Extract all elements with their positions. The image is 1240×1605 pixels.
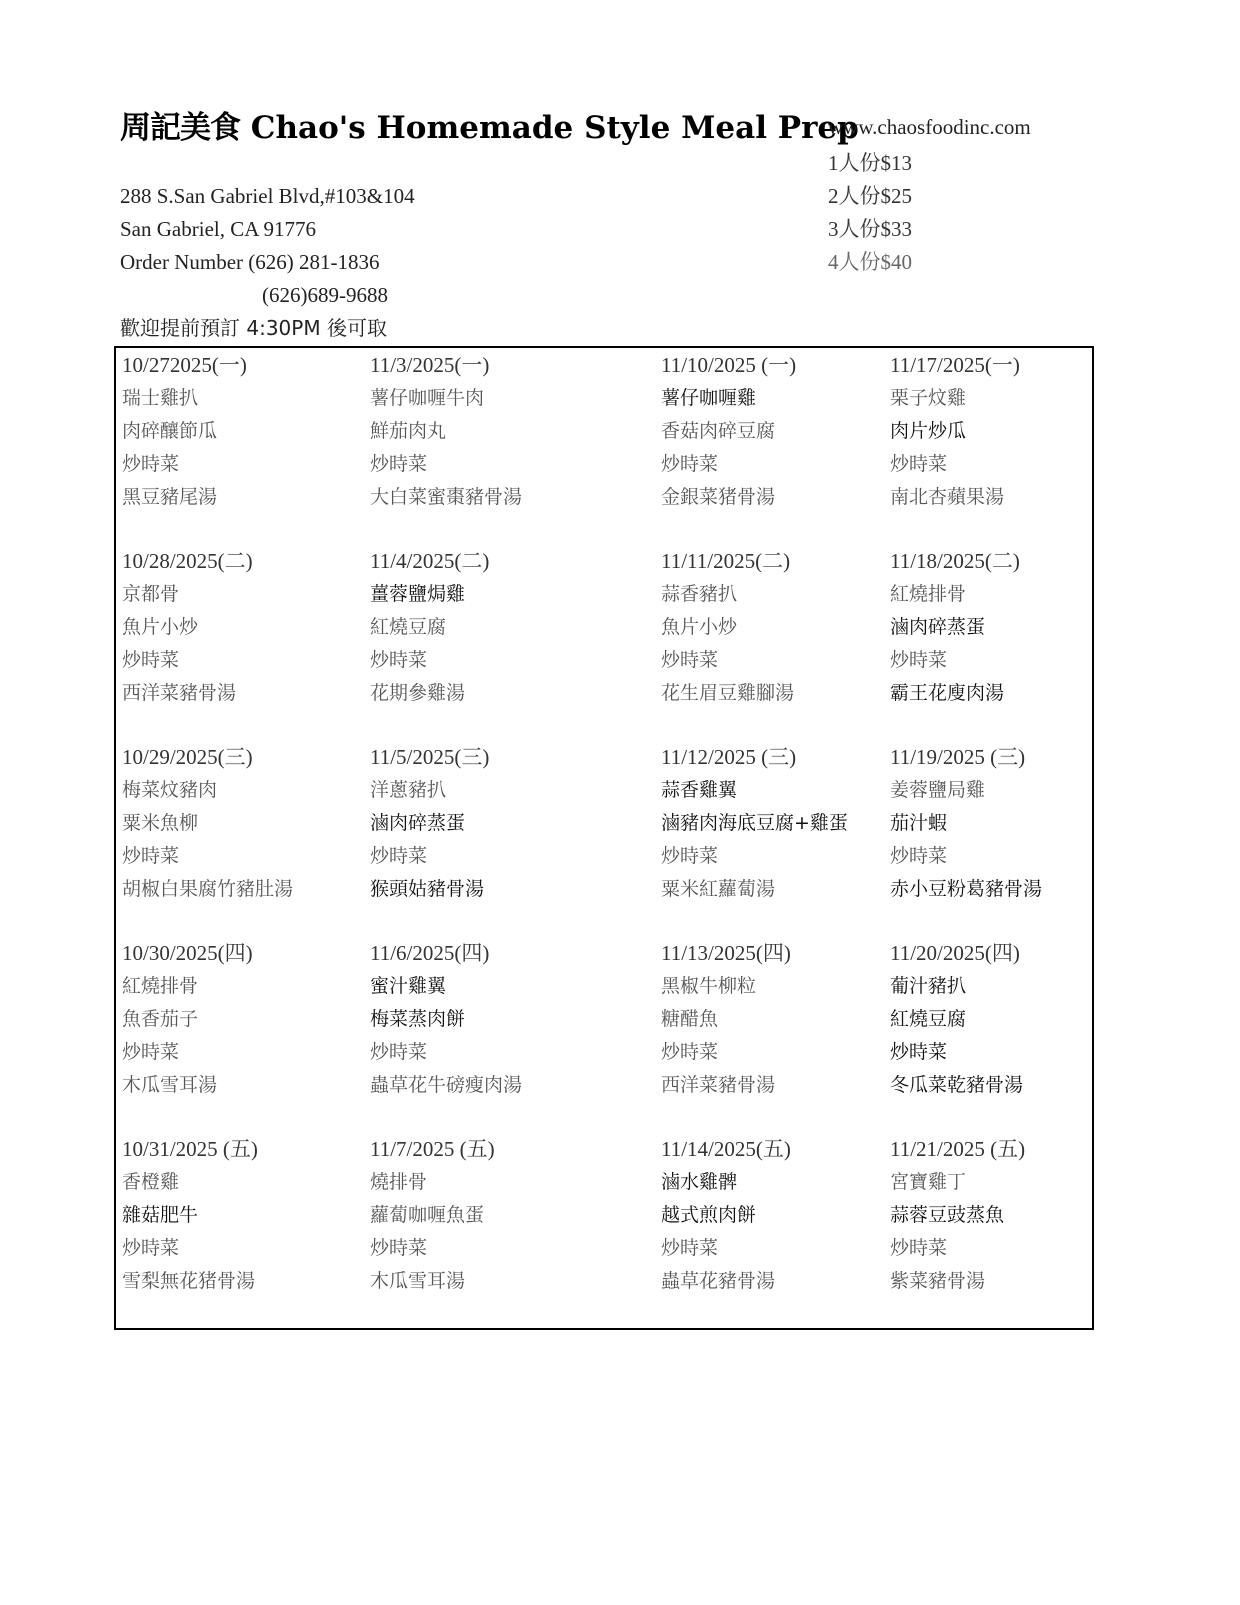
dish-item: 茄汁蝦 bbox=[890, 812, 948, 834]
price-1-person: 1人份$13 bbox=[828, 151, 912, 175]
day-date: 11/17/2025(一) bbox=[890, 353, 1020, 377]
dish-item: 炒時菜 bbox=[370, 453, 428, 475]
dish-item: 越式煎肉餅 bbox=[661, 1204, 757, 1226]
day-menu bbox=[370, 546, 600, 711]
soup-item: 蟲草花牛磅瘦肉湯 bbox=[370, 1074, 523, 1096]
dish-item: 京都骨 bbox=[122, 583, 180, 605]
menu-table bbox=[114, 346, 1094, 1330]
dish-item: 香橙雞 bbox=[122, 1171, 180, 1193]
day-date: 11/18/2025(二) bbox=[890, 549, 1020, 573]
day-menu bbox=[661, 938, 891, 1103]
dish-item: 葡汁豬扒 bbox=[890, 975, 967, 997]
day-date: 11/19/2025 (三) bbox=[890, 745, 1026, 769]
soup-item: 冬瓜菜乾豬骨湯 bbox=[890, 1074, 1024, 1096]
price-2-person: 2人份$25 bbox=[828, 184, 912, 208]
day-menu bbox=[122, 1134, 352, 1299]
day-menu bbox=[370, 938, 600, 1103]
dish-item: 蒜香豬扒 bbox=[661, 583, 738, 605]
day-date: 11/20/2025(四) bbox=[890, 941, 1020, 965]
soup-item: 雪梨無花猪骨湯 bbox=[122, 1270, 256, 1292]
dish-item: 梅菜蒸肉餅 bbox=[370, 1008, 466, 1030]
soup-item: 南北杏蘋果湯 bbox=[890, 486, 1005, 508]
price-3-person: 3人份$33 bbox=[828, 217, 912, 241]
soup-item: 黑豆豬尾湯 bbox=[122, 486, 218, 508]
dish-item: 魚片小炒 bbox=[122, 616, 199, 638]
day-menu bbox=[890, 350, 1120, 515]
price-list bbox=[828, 147, 912, 279]
soup-item: 胡椒白果腐竹豬肚湯 bbox=[122, 878, 294, 900]
dish-item: 肉片炒瓜 bbox=[890, 420, 967, 442]
dish-item: 肉碎釀節瓜 bbox=[122, 420, 218, 442]
day-menu bbox=[661, 1134, 891, 1299]
dish-item: 蘿蔔咖喱魚蛋 bbox=[370, 1204, 485, 1226]
soup-item: 木瓜雪耳湯 bbox=[370, 1270, 466, 1292]
soup-item: 紫菜豬骨湯 bbox=[890, 1270, 986, 1292]
dish-item: 栗子炆雞 bbox=[890, 387, 967, 409]
day-date: 11/6/2025(四) bbox=[370, 941, 490, 965]
day-date: 11/21/2025 (五) bbox=[890, 1137, 1026, 1161]
dish-item: 黑椒牛柳粒 bbox=[661, 975, 757, 997]
dish-item: 紅燒豆腐 bbox=[370, 616, 447, 638]
soup-item: 大白菜蜜棗豬骨湯 bbox=[370, 486, 523, 508]
contact-info bbox=[120, 180, 415, 345]
day-menu bbox=[661, 350, 891, 515]
dish-item: 粟米魚柳 bbox=[122, 812, 199, 834]
price-4-person: 4人份$40 bbox=[828, 250, 912, 274]
day-menu bbox=[890, 742, 1120, 907]
dish-item: 燒排骨 bbox=[370, 1171, 428, 1193]
dish-item: 薯仔咖喱雞 bbox=[661, 387, 757, 409]
dish-item: 香菇肉碎豆腐 bbox=[661, 420, 776, 442]
day-date: 11/3/2025(一) bbox=[370, 353, 490, 377]
soup-item: 粟米紅蘿蔔湯 bbox=[661, 878, 776, 900]
dish-item: 炒時菜 bbox=[122, 649, 180, 671]
day-date: 11/5/2025(三) bbox=[370, 745, 490, 769]
dish-item: 薑蓉鹽焗雞 bbox=[370, 583, 466, 605]
day-menu bbox=[122, 742, 352, 907]
day-date: 10/30/2025(四) bbox=[122, 941, 253, 965]
order-number: Order Number (626) 281-1836 bbox=[120, 250, 380, 274]
dish-item: 蜜汁雞翼 bbox=[370, 975, 447, 997]
day-menu bbox=[661, 546, 891, 711]
day-date: 11/4/2025(二) bbox=[370, 549, 490, 573]
dish-item: 炒時菜 bbox=[122, 1237, 180, 1259]
soup-item: 西洋菜豬骨湯 bbox=[661, 1074, 776, 1096]
dish-item: 滷水雞髀 bbox=[661, 1171, 738, 1193]
day-menu bbox=[122, 938, 352, 1103]
dish-item: 炒時菜 bbox=[661, 649, 719, 671]
title-english: Chao's Homemade Style Meal Prep bbox=[250, 110, 859, 146]
day-menu bbox=[370, 1134, 600, 1299]
dish-item: 炒時菜 bbox=[122, 845, 180, 867]
dish-item: 炒時菜 bbox=[370, 1041, 428, 1063]
day-date: 10/28/2025(二) bbox=[122, 549, 253, 573]
dish-item: 炒時菜 bbox=[370, 845, 428, 867]
day-menu bbox=[890, 546, 1120, 711]
soup-item: 霸王花廋肉湯 bbox=[890, 682, 1005, 704]
soup-item: 猴頭姑豬骨湯 bbox=[370, 878, 485, 900]
dish-item: 炒時菜 bbox=[890, 649, 948, 671]
dish-item: 炒時菜 bbox=[890, 1041, 948, 1063]
soup-item: 木瓜雪耳湯 bbox=[122, 1074, 218, 1096]
dish-item: 炒時菜 bbox=[370, 1237, 428, 1259]
dish-item: 宮寶雞丁 bbox=[890, 1171, 967, 1193]
day-menu bbox=[122, 546, 352, 711]
title-chinese: 周記美食 bbox=[120, 110, 240, 146]
dish-item: 洋蔥豬扒 bbox=[370, 779, 447, 801]
soup-item: 蟲草花豬骨湯 bbox=[661, 1270, 776, 1292]
dish-item: 姜蓉鹽局雞 bbox=[890, 779, 986, 801]
dish-item: 滷肉碎蒸蛋 bbox=[890, 616, 986, 638]
dish-item: 紅燒排骨 bbox=[122, 975, 199, 997]
dish-item: 瑞士雞扒 bbox=[122, 387, 199, 409]
dish-item: 炒時菜 bbox=[661, 453, 719, 475]
dish-item: 魚香茄子 bbox=[122, 1008, 199, 1030]
day-menu bbox=[122, 350, 352, 515]
dish-item: 蒜蓉豆豉蒸魚 bbox=[890, 1204, 1005, 1226]
dish-item: 糖醋魚 bbox=[661, 1008, 719, 1030]
dish-item: 炒時菜 bbox=[661, 1041, 719, 1063]
soup-item: 西洋菜豬骨湯 bbox=[122, 682, 237, 704]
day-date: 10/31/2025 (五) bbox=[122, 1137, 258, 1161]
day-date: 10/29/2025(三) bbox=[122, 745, 253, 769]
dish-item: 炒時菜 bbox=[890, 453, 948, 475]
dish-item: 炒時菜 bbox=[122, 1041, 180, 1063]
dish-item: 滷豬肉海底豆腐+雞蛋 bbox=[661, 812, 848, 834]
dish-item: 炒時菜 bbox=[661, 845, 719, 867]
page-title bbox=[120, 108, 859, 148]
website-url: www.chaosfoodinc.com bbox=[828, 115, 1031, 139]
day-menu bbox=[370, 742, 600, 907]
day-menu bbox=[370, 350, 600, 515]
dish-item: 炒時菜 bbox=[890, 1237, 948, 1259]
dish-item: 雜菇肥牛 bbox=[122, 1204, 199, 1226]
day-date: 11/10/2025 (一) bbox=[661, 353, 797, 377]
dish-item: 炒時菜 bbox=[661, 1237, 719, 1259]
address-line2: San Gabriel, CA 91776 bbox=[120, 217, 316, 241]
day-date: 11/11/2025(二) bbox=[661, 549, 791, 573]
day-date: 10/272025(一) bbox=[122, 353, 247, 377]
dish-item: 滷肉碎蒸蛋 bbox=[370, 812, 466, 834]
soup-item: 花生眉豆雞腳湯 bbox=[661, 682, 795, 704]
dish-item: 蒜香雞翼 bbox=[661, 779, 738, 801]
dish-item: 紅燒豆腐 bbox=[890, 1008, 967, 1030]
dish-item: 魚片小炒 bbox=[661, 616, 738, 638]
day-date: 11/13/2025(四) bbox=[661, 941, 791, 965]
dish-item: 炒時菜 bbox=[370, 649, 428, 671]
day-menu bbox=[890, 1134, 1120, 1299]
soup-item: 金銀菜猪骨湯 bbox=[661, 486, 776, 508]
day-menu bbox=[661, 742, 891, 907]
dish-item: 薯仔咖喱牛肉 bbox=[370, 387, 485, 409]
dish-item: 梅菜炆豬肉 bbox=[122, 779, 218, 801]
order-number-alt: (626)689-9688 bbox=[262, 283, 388, 307]
day-date: 11/14/2025(五) bbox=[661, 1137, 791, 1161]
preorder-notice: 歡迎提前預訂 4:30PM 後可取 bbox=[120, 316, 387, 340]
dish-item: 紅燒排骨 bbox=[890, 583, 967, 605]
address-line1: 288 S.San Gabriel Blvd,#103&104 bbox=[120, 184, 415, 208]
soup-item: 花期參雞湯 bbox=[370, 682, 466, 704]
day-date: 11/12/2025 (三) bbox=[661, 745, 797, 769]
day-date: 11/7/2025 (五) bbox=[370, 1137, 495, 1161]
day-menu bbox=[890, 938, 1120, 1103]
dish-item: 鮮茄肉丸 bbox=[370, 420, 447, 442]
dish-item: 炒時菜 bbox=[122, 453, 180, 475]
soup-item: 赤小豆粉葛豬骨湯 bbox=[890, 878, 1043, 900]
dish-item: 炒時菜 bbox=[890, 845, 948, 867]
